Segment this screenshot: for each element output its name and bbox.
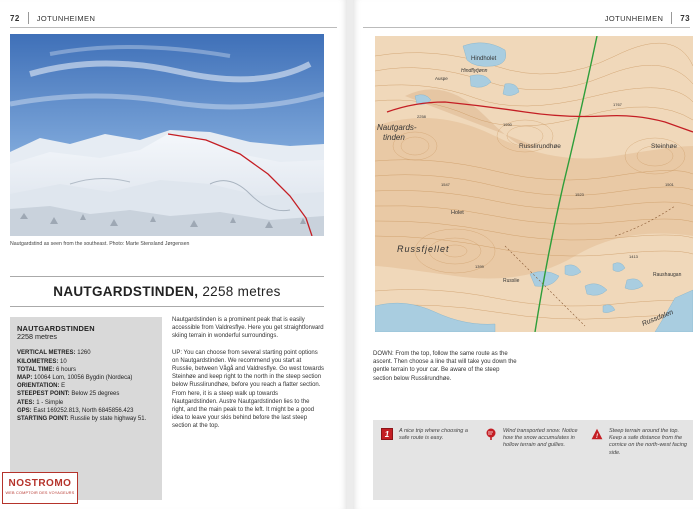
map-elevation: 1399 xyxy=(475,264,484,269)
info-row-starting-point xyxy=(17,415,155,423)
info-label: STARTING POINT: xyxy=(17,416,69,423)
map-label-nautgardstinden-2: tinden xyxy=(383,133,405,142)
map-label-auspe: Auspe xyxy=(435,76,448,81)
header-separator xyxy=(671,12,672,24)
map-label-steinhoe: Steinhøe xyxy=(651,143,678,150)
legend-item-wind xyxy=(485,428,583,450)
info-row-vertical-metres xyxy=(17,349,155,357)
nostromo-logo xyxy=(2,472,78,504)
page-number-right: 73 xyxy=(680,13,690,23)
info-value: 10 xyxy=(58,358,67,365)
running-head-title: JOTUNHEIMEN xyxy=(36,13,96,23)
running-head-title: JOTUNHEIMEN xyxy=(604,13,664,23)
info-value: 10064 Lom, 10056 Bygdin (Nordeca) xyxy=(32,375,133,382)
info-value: Russlie by state highway 51. xyxy=(68,416,147,423)
map-elevation: 1501 xyxy=(665,182,674,187)
map-elevation: 1547 xyxy=(441,182,450,187)
map-label-russfjellet: Russfjellet xyxy=(397,244,450,254)
map-label-raushaugan: Raushaugan xyxy=(653,272,682,278)
info-value: 6 hours xyxy=(54,366,77,373)
info-box-subtitle: 2258 metres xyxy=(17,332,57,342)
info-row-ates xyxy=(17,399,155,407)
logo-tagline: WEB COMPTOIR DES VOYAGEURS xyxy=(5,491,75,495)
mountain-photo-image xyxy=(10,34,324,236)
route-legend xyxy=(373,420,693,500)
info-value: E xyxy=(59,383,66,390)
legend-text-steep: Steep terrain around the top. Keep a safe distance from the cornice on the north-west facing side. xyxy=(609,428,687,456)
title-rule-bottom xyxy=(10,306,324,307)
topographic-map xyxy=(375,36,693,332)
info-label: VERTICAL METRES: xyxy=(17,350,76,357)
wind-transport-icon xyxy=(485,428,497,440)
route-title xyxy=(10,284,324,299)
photo-caption: Nautgardstind as seen from the southeast. Photo: Marte Stensland Jørgensen xyxy=(10,241,190,247)
right-page xyxy=(353,0,700,509)
easy-rating-icon xyxy=(381,428,393,440)
mountain-photo xyxy=(10,34,324,236)
svg-text:1: 1 xyxy=(384,430,390,439)
ascent-paragraph: UP: You can choose from several starting point options on Nautgardstinden. We recommend you start at Russlie, between Vågå and Valdresflye. Go west towards Steinhøe and keep right to the north in the steep section below Russlirundhøe, before you reach a flatter section. From here, it is a steep walk up towards Nautgardstinden. Austre Nautgardstinden lies to the right, and the main peak to the left. It might be a good idea to leave your skis behind before the last steep section at the top. xyxy=(172,349,324,430)
info-label: MAP: xyxy=(17,375,33,382)
info-label: STEEPEST POINT: xyxy=(17,391,70,398)
info-label: ORIENTATION: xyxy=(17,383,60,390)
map-label-russlirundhoe: Russlirundhøe xyxy=(519,143,561,150)
topographic-map-image xyxy=(375,36,693,332)
info-label: KILOMETRES: xyxy=(17,358,59,365)
info-row-kilometres xyxy=(17,358,155,366)
left-page xyxy=(0,0,347,509)
map-elevation: 1413 xyxy=(629,254,638,259)
map-elevation: 1523 xyxy=(575,192,584,197)
map-label-hindholet: Hindholet xyxy=(471,56,497,62)
info-label: GPS: xyxy=(17,407,32,414)
steep-terrain-icon xyxy=(591,428,603,440)
map-label-russdalen: Russdalen xyxy=(641,308,675,328)
route-title-height: 2258 metres xyxy=(198,284,281,299)
map-label-hindflytjonn: Hindflytjønn xyxy=(461,68,488,74)
info-label: ATES: xyxy=(17,399,35,406)
map-label-nautgardstinden-1: Nautgards- xyxy=(377,123,417,132)
legend-text-easy: A nice trip where choosing a safe route is easy. xyxy=(399,428,468,442)
legend-item-steep xyxy=(591,428,689,457)
header-separator xyxy=(28,12,29,24)
svg-text:!: ! xyxy=(596,434,598,440)
running-header-right xyxy=(605,10,690,26)
info-row-steepest-point xyxy=(17,390,155,398)
header-rule xyxy=(10,27,337,28)
map-elevation: 1990 xyxy=(503,122,512,127)
info-value: 1260 xyxy=(75,350,91,357)
logo-name: NOSTROMO xyxy=(8,478,72,489)
intro-paragraph: Nautgardstinden is a prominent peak that is easily accessible from Valdresflye. Here you get straightforward skiing terrain in wonderful surroundings. xyxy=(172,317,324,340)
header-rule xyxy=(363,27,690,28)
map-elevation: 1767 xyxy=(613,102,622,107)
descent-paragraph: DOWN: From the top, follow the same route as the ascent. Then choose a line that will take you down the gentle terrain to your car. Be aware of the steep section below Russlirundhøe. xyxy=(373,351,517,382)
info-label: TOTAL TIME: xyxy=(17,366,55,373)
info-row-orientation xyxy=(17,382,155,390)
map-label-russlie: Russlie xyxy=(503,278,520,284)
legend-text-wind: Wind transported snow. Notice how the snow accumulates in hollow terrain and gullies. xyxy=(503,428,578,449)
map-label-holet: Holet xyxy=(451,210,464,216)
title-rule-top xyxy=(10,276,324,277)
info-value: Below 25 degrees xyxy=(69,391,120,398)
route-description xyxy=(172,316,324,439)
info-value: 1 - Simple xyxy=(34,399,64,406)
info-box-title: NAUTGARDSTINDEN xyxy=(17,324,95,333)
map-elevation: 2258 xyxy=(417,114,426,119)
info-row-map xyxy=(17,374,155,382)
route-title-name: NAUTGARDSTINDEN, xyxy=(53,284,199,299)
info-value: East 169252.813, North 6845856.423 xyxy=(31,407,134,414)
info-row-gps xyxy=(17,407,155,415)
page-number-left: 72 xyxy=(10,13,20,23)
legend-item-easy xyxy=(381,428,479,442)
info-row-total-time xyxy=(17,366,155,374)
running-header-left xyxy=(10,10,95,26)
